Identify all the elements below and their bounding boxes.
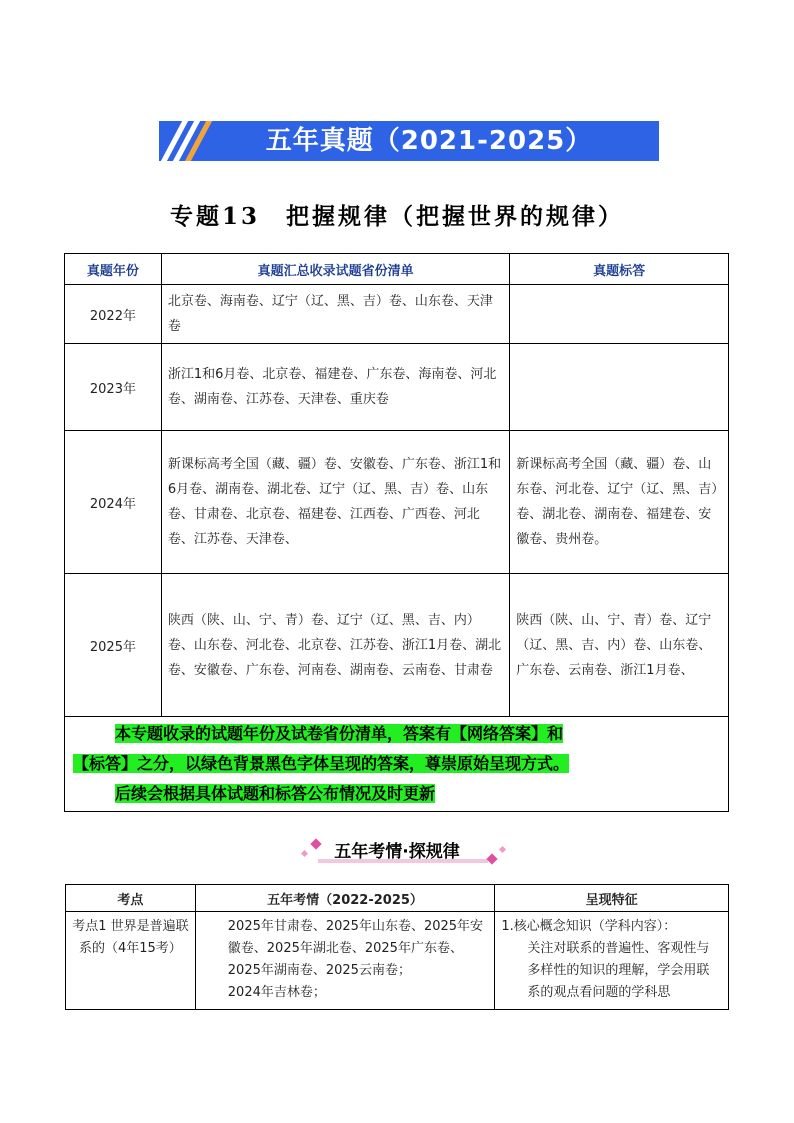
header-years: 五年考情（2022-2025）: [195, 885, 495, 912]
header-list: 真题汇总收录试题省份清单: [161, 254, 509, 285]
features-line: 关注对联系的普遍性、客观性与多样性的知识的理解，学会用联系的观点看问题的学科思: [527, 941, 710, 1000]
answer-cell: 陕西（陕、山、宁、青）卷、辽宁（辽、黑、吉、内）卷、山东卷、广东卷、云南卷、浙江1月卷、: [510, 574, 729, 717]
years-cell: [195, 912, 495, 1010]
years-line: 2024年吉林卷；: [227, 985, 326, 1000]
note-line-2: 【标答】之分，以绿色背景黑色字体呈现的答案，尊崇原始呈现方式。: [73, 754, 570, 773]
knowledge-point-cell: 考点1 世界是普遍联系的（4年15考）: [66, 912, 196, 1010]
note-row: [65, 717, 729, 812]
title-banner: [159, 121, 659, 161]
year-cell: 2024年: [65, 431, 162, 574]
banner-title: 五年真题（2021-2025）: [265, 126, 593, 156]
sparkle-icon: [499, 846, 506, 853]
page-subtitle: 专题13 把握规律（把握世界的规律）: [169, 203, 624, 230]
answer-cell: [510, 344, 729, 431]
table-header-row: [65, 254, 729, 285]
answer-cell: [510, 285, 729, 344]
header-year: 真题年份: [65, 254, 162, 285]
section-heading: [0, 837, 794, 862]
list-cell: 浙江1和6月卷、北京卷、福建卷、广东卷、海南卷、河北卷、湖南卷、江苏卷、天津卷、重庆卷: [161, 344, 509, 431]
sparkle-icon: [486, 853, 497, 864]
year-cell: 2022年: [65, 285, 162, 344]
table-row: [65, 344, 729, 431]
sparkle-icon: [310, 838, 321, 849]
year-cell: 2023年: [65, 344, 162, 431]
header-features: 呈现特征: [495, 885, 729, 912]
note-cell: [65, 717, 729, 812]
sparkle-icon: [301, 850, 308, 857]
features-line: 1.核心概念知识（学科内容）：: [501, 919, 677, 934]
list-cell: 新课标高考全国（藏、疆）卷、安徽卷、广东卷、浙江1和6月卷、湖南卷、湖北卷、辽宁（辽、黑、吉）卷、山东卷、甘肃卷、北京卷、福建卷、江西卷、广西卷、河北卷、江苏卷、天津卷、: [161, 431, 509, 574]
features-cell: [495, 912, 729, 1010]
header-kp: 考点: [66, 885, 196, 912]
note-line-1: 本专题收录的试题年份及试卷省份清单，答案有【网络答案】和: [115, 724, 564, 743]
exam-list-table: [64, 253, 729, 812]
note-line-3: 后续会根据具体试题和标答公布情况及时更新: [115, 784, 436, 803]
table-row: [65, 285, 729, 344]
exam-analysis-table: [65, 884, 729, 1010]
year-cell: 2025年: [65, 574, 162, 717]
table-row: [66, 912, 729, 1010]
table-header-row: [66, 885, 729, 912]
list-cell: 陕西（陕、山、宁、青）卷、辽宁（辽、黑、吉、内）卷、山东卷、河北卷、北京卷、江苏卷、浙江1月卷、湖北卷、安徽卷、广东卷、河南卷、湖南卷、云南卷、甘肃卷: [161, 574, 509, 717]
answer-cell: 新课标高考全国（藏、疆）卷、山东卷、河北卷、辽宁（辽、黑、吉）卷、湖北卷、湖南卷、福建卷、安徽卷、贵州卷。: [510, 431, 729, 574]
list-cell: 北京卷、海南卷、辽宁（辽、黑、吉）卷、山东卷、天津卷: [161, 285, 509, 344]
table-row: [65, 431, 729, 574]
header-answer: 真题标答: [510, 254, 729, 285]
years-line: 2025年甘肃卷、2025年山东卷、2025年安徽卷、2025年湖北卷、2025年广东卷、2025年湖南卷、2025云南卷；: [227, 919, 484, 978]
section-title: 五年考情·探规律: [334, 842, 460, 862]
table-row: [65, 574, 729, 717]
